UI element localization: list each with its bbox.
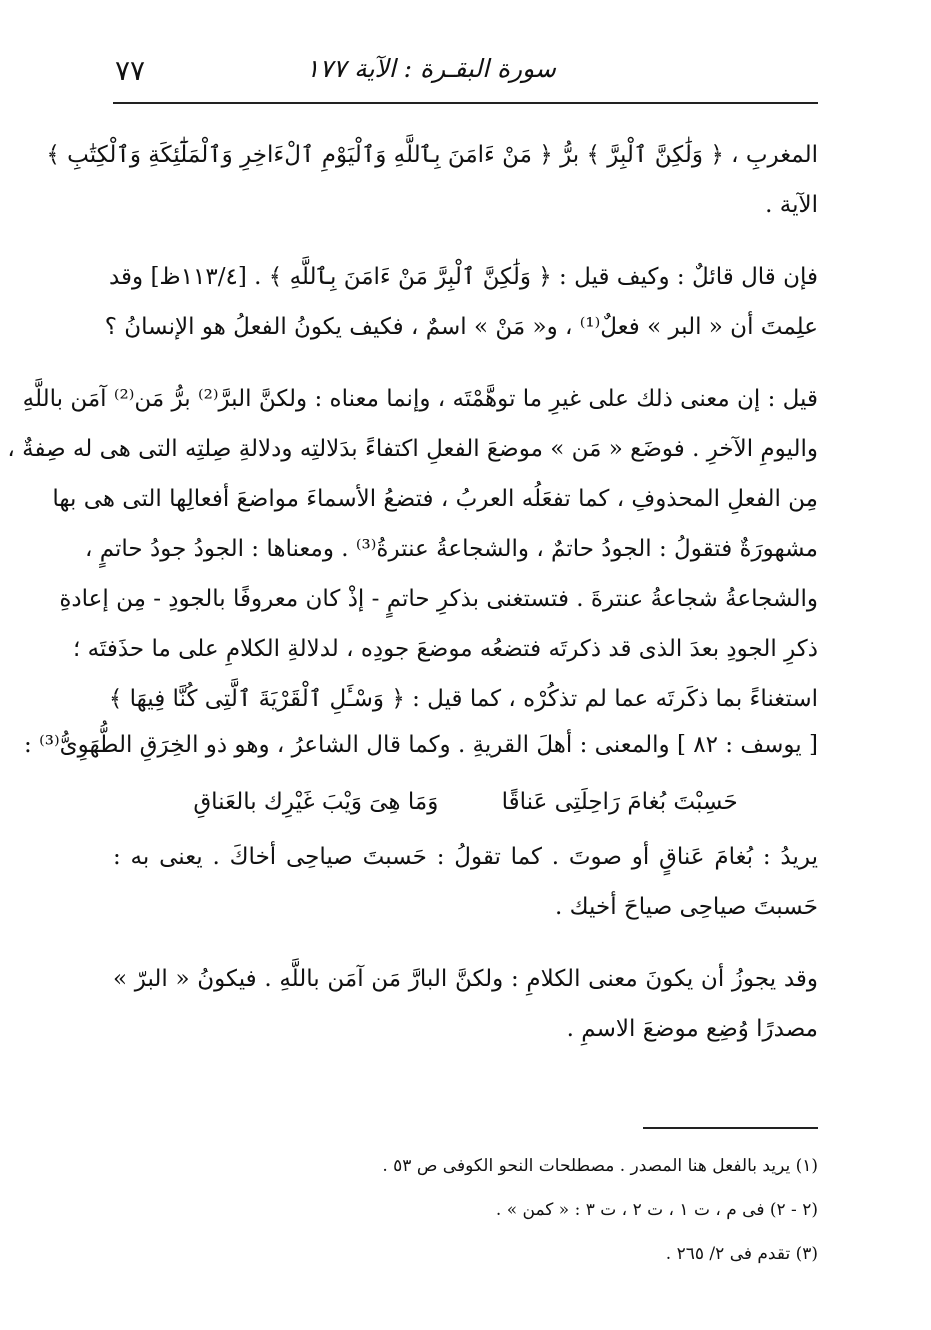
- text-line: يريدُ : بُغامَ عَناقٍ أو صوتَ . كما تقولُ : حَسبتَ صياحِى أخاكَ . يعنى به :: [113, 844, 818, 870]
- text-line: ذكرِ الجودِ بعدَ الذى قد ذكرتَه فتضعُه موضعَ جودِه ، لدلالةِ الكلامِ على ما حذَفتَه ؛: [72, 636, 818, 662]
- paragraph-4: [113, 832, 818, 932]
- text-line: علِمتَ أن « البر » فعلٌ⁽¹⁾ ، و« مَنْ » اسمٌ ، فكيف يكونُ الفعلُ هو الإنسانُ ؟: [104, 314, 818, 340]
- text-line: مِن الفعلِ المحذوفِ ، كما تفعَلُه العربُ ، فتضعُ الأسماءَ مواضعَ أفعالِها التى هى بها: [52, 486, 818, 512]
- main-text: [7, 130, 818, 1054]
- text-line: والشجاعةُ شجاعةُ عنترةَ . فتستغنى بذكرِ حاتمٍ - إذْ كان معروفًا بالجودِ - مِن إعادةِ: [59, 586, 818, 612]
- verse-hemistich-left: وَمَا هِىَ وَيْبَ غَيْرِك بالعَناقِ: [193, 789, 439, 815]
- paragraph-2: [104, 252, 818, 352]
- footnote-divider: [643, 1127, 818, 1129]
- poetry-verse: [113, 772, 818, 832]
- paragraph-5: [113, 954, 818, 1054]
- text-line: حَسبتَ صياحِى صياحَ أخيك .: [555, 894, 818, 920]
- text-line: قيل : إن معنى ذلك على غيرِ ما توهَّمْتَه ، وإنما معناه : ولكنَّ البرَّ⁽²⁾ برُّ مَن⁽²⁾ آمَن باللَّهِ: [22, 386, 818, 412]
- footnote-3: (٣) تقدم فى ٢/ ٢٦٥ .: [665, 1244, 818, 1264]
- page-number: ٧٧: [115, 54, 146, 87]
- text-line: الآية .: [765, 192, 818, 218]
- verse-hemistich-right: حَسِبْتَ بُغامَ رَاحِلَتِى عَناقًا: [501, 789, 738, 815]
- paragraph-1: [46, 130, 818, 230]
- text-line: مشهورَةٌ فتقولُ : الجودُ حاتمٌ ، والشجاعةُ عنترةُ⁽³⁾ . ومعناها : الجودُ جودُ حاتمٍ ،: [84, 536, 818, 562]
- text-line: فإن قال قائلٌ : وكيف قيل : ﴿ وَلَٰكِنَّ ٱلْبِرَّ مَنْ ءَامَنَ بِٱللَّهِ ﴾ . [١١٣/٤ظ] وقد: [108, 264, 818, 290]
- running-header-title: سورة البقـرة : الآية ١٧٧: [305, 54, 556, 83]
- header-divider: [113, 102, 818, 104]
- text-line: مصدرًا وُضِع موضعَ الاسمِ .: [566, 1016, 818, 1042]
- text-line: واليومِ الآخرِ . فوضَع « مَن » موضعَ الفعلِ اكتفاءً بدَلالتِه ودلالةِ صِلتِه التى هى له صِفةٌ ،: [7, 436, 818, 462]
- text-line: وقد يجوزُ أن يكونَ معنى الكلامِ : ولكنَّ البارَّ مَن آمَن باللَّهِ . فيكونُ « البرّ »: [113, 966, 818, 992]
- paragraph-3: [7, 374, 818, 766]
- footnote-1: (١) يريد بالفعل هنا المصدر . مصطلحات النحو الكوفى ص ٥٣ .: [382, 1156, 818, 1176]
- text-line: استغناءً بما ذكَرتَه عما لم تذكُرْه ، كما قيل : ﴿ وَسْـَٔلِ ٱلْقَرْيَةَ ٱلَّتِى كُنَّا فِيهَا ﴾: [108, 686, 818, 712]
- footnote-2: (٢ - ٢) فى م ، ت ١ ، ت ٢ ، ت ٣ : « كمن » .: [495, 1200, 818, 1220]
- text-line: المغربِ ، ﴿ وَلَٰكِنَّ ٱلْبِرَّ ﴾ برُّ ﴿ مَنْ ءَامَنَ بِٱللَّهِ وَٱلْيَوْمِ ٱلْءَاخِرِ وَٱلْمَلَٰٓئِكَةِ وَٱلْكِتَٰبِ ﴾: [46, 142, 818, 168]
- text-line: [ يوسف : ٨٢ ] والمعنى : أهلَ القريةِ . وكما قال الشاعرُ ، وهو ذو الخِرَقِ الطُّهَوِىُّ⁽³⁾ :: [24, 732, 818, 758]
